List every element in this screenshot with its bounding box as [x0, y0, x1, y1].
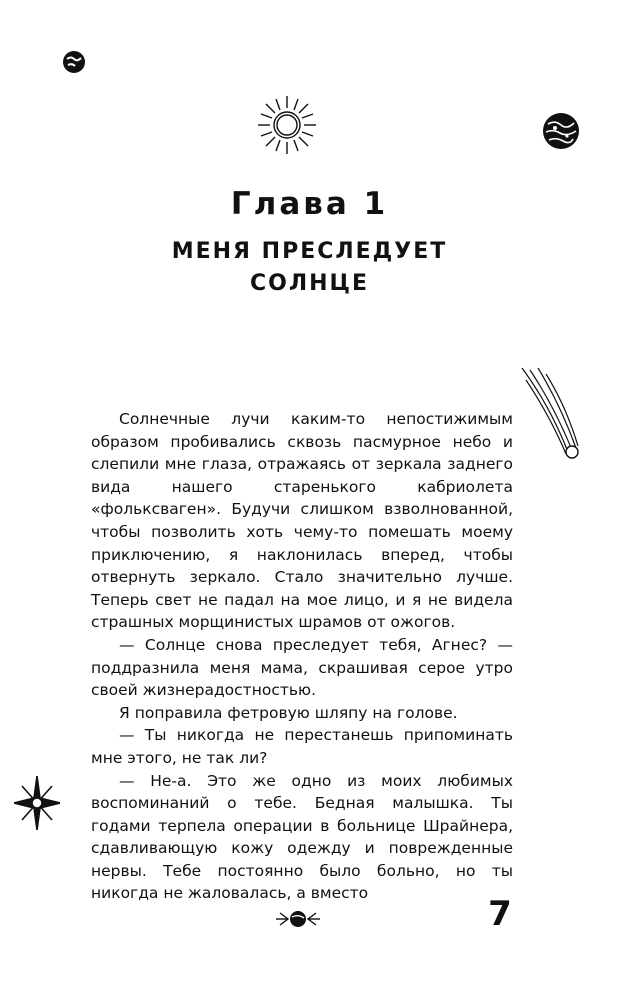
star-icon — [14, 776, 60, 830]
sun-icon — [256, 94, 318, 156]
chapter-title-line: МЕНЯ ПРЕСЛЕДУЕТ — [171, 239, 448, 264]
paragraph: — Солнце снова преследует тебя, Агнес? — поддразнила меня мама, скрашивая серое утро своей жизнерадостностью. — [91, 635, 513, 700]
planet-icon — [541, 111, 581, 151]
planet-icon — [62, 50, 86, 74]
paragraph: Солнечные лучи каким-то непостижимым образом пробивались сквозь пасмурное небо и слепили мне глаза, отражаясь от зеркала заднего вида нашего старенького кабриолета «фольксваген». Будучи слишком взволнованной, чтобы позволить хоть чему-то помешать моему приключению, я наклонилась вперед, чтобы отвернуть зеркало. Стало значительно лучше. Теперь свет не падал на мое лицо, и я не видела страшных морщинистых шрамов от ожогов. — [91, 410, 513, 632]
paragraph: — Не-а. Это же одно из моих любимых воспоминаний о тебе. Бедная малышка. Ты годами терпела операции в больнице Шрайнера, сдавливающую кожу одежду и поврежденные нервы. Тебе постоянно было больно, но ты никогда не жаловалась, а вместо — [91, 771, 513, 903]
paragraph: — Ты никогда не перестанешь припоминать мне этого, не так ли? — [91, 726, 513, 767]
page-number: 7 — [488, 894, 512, 934]
paragraph: Я поправила фетровую шляпу на голове. — [119, 703, 458, 722]
chapter-title — [0, 236, 619, 300]
comet-icon — [520, 366, 582, 462]
body-text — [91, 408, 513, 905]
chapter-title-line: СОЛНЦЕ — [250, 271, 369, 296]
chapter-heading: Глава 1 — [230, 186, 389, 222]
ornament-icon — [276, 908, 320, 930]
